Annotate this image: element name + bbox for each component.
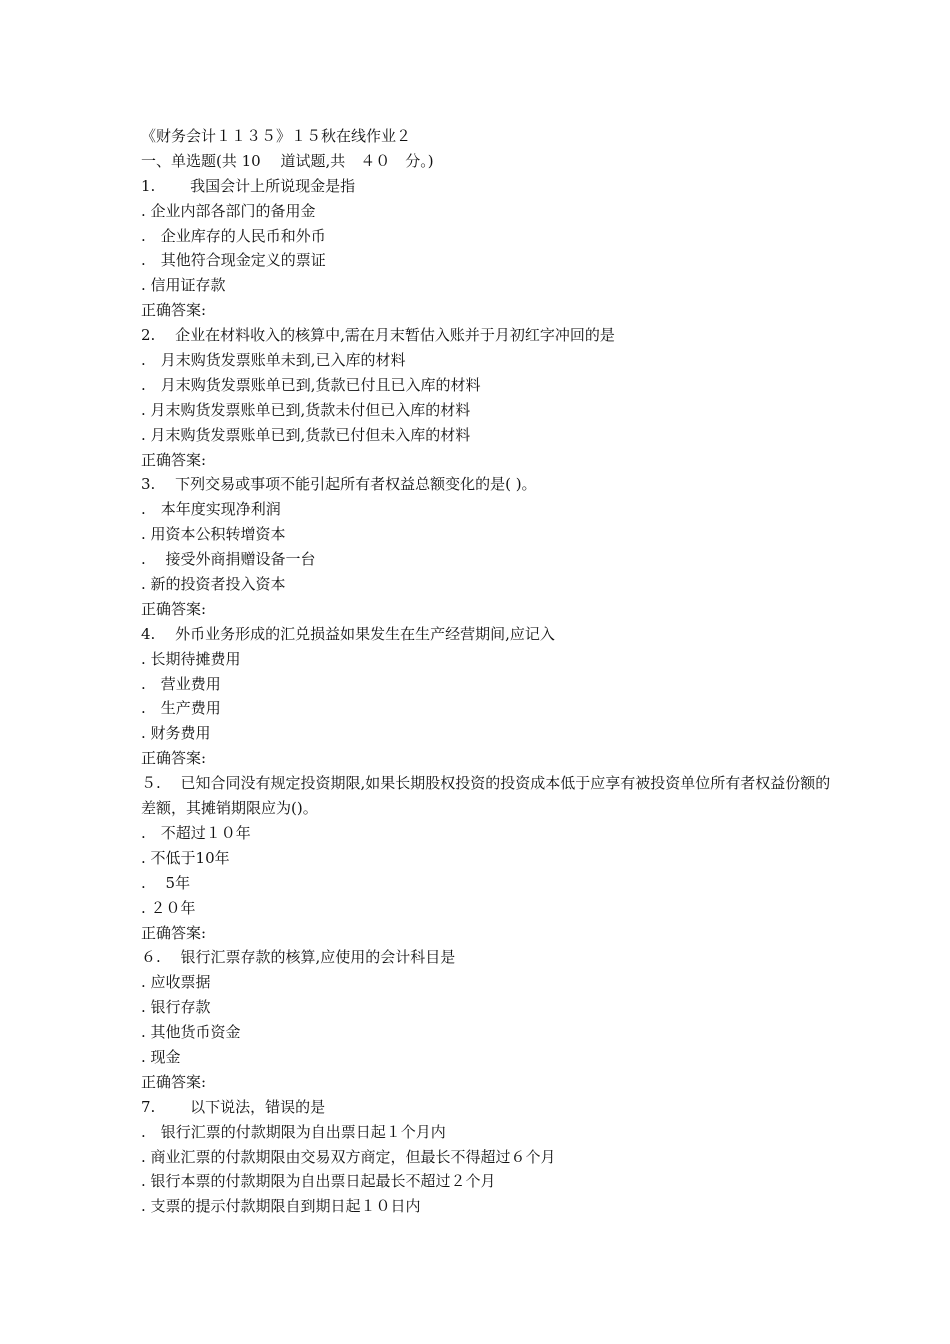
option-d: . 支票的提示付款期限自到期日起１０日内 bbox=[141, 1197, 421, 1216]
answer-label: 正确答案: bbox=[141, 923, 207, 942]
option-c: . 其他货币资金 bbox=[141, 1023, 241, 1042]
section-heading: 一、单选题(共 10 道试题,共 ４０ 分。) bbox=[141, 151, 434, 170]
option-c: . 生产费用 bbox=[141, 699, 221, 718]
option-b: . 商业汇票的付款期限由交易双方商定，但最长不得超过６个月 bbox=[141, 1147, 556, 1166]
option-a: . 长期待摊费用 bbox=[141, 649, 241, 668]
answer-label: 正确答案: bbox=[141, 1072, 207, 1091]
option-c: . 5年 bbox=[141, 873, 191, 892]
question-3 bbox=[141, 472, 831, 621]
option-a: . 不超过１０年 bbox=[141, 823, 251, 842]
answer-label: 正确答案: bbox=[141, 599, 207, 618]
answer-label: 正确答案: bbox=[141, 450, 207, 469]
question-4 bbox=[141, 622, 831, 771]
question-stem: 1. 我国会计上所说现金是指 bbox=[141, 176, 356, 195]
question-stem: 3. 下列交易或事项不能引起所有者权益总额变化的是( )。 bbox=[141, 475, 537, 494]
document-title: 《财务会计１１３５》１５秋在线作业２ bbox=[141, 127, 412, 145]
option-d: . 财务费用 bbox=[141, 724, 211, 743]
option-b: . 用资本公积转增资本 bbox=[141, 525, 286, 544]
option-c: . 其他符合现金定义的票证 bbox=[141, 251, 326, 270]
question-stem: 7. 以下说法，错误的是 bbox=[141, 1097, 326, 1116]
option-c: . 接受外商捐赠设备一台 bbox=[141, 550, 316, 569]
answer-label: 正确答案: bbox=[141, 749, 207, 768]
option-c: . 银行本票的付款期限为自出票日起最长不超过２个月 bbox=[141, 1172, 496, 1191]
option-d: . ２０年 bbox=[141, 898, 196, 917]
question-7 bbox=[141, 1095, 831, 1219]
option-b: . 月末购货发票账单已到,货款已付且已入库的材料 bbox=[141, 375, 481, 394]
option-d: . 信用证存款 bbox=[141, 276, 226, 295]
question-stem: 2. 企业在材料收入的核算中,需在月末暂估入账并于月初红字冲回的是 bbox=[141, 326, 615, 345]
option-b: . 营业费用 bbox=[141, 674, 221, 693]
document-page bbox=[141, 124, 831, 1219]
option-c: . 月末购货发票账单已到,货款未付但已入库的材料 bbox=[141, 400, 471, 419]
question-6 bbox=[141, 945, 831, 1094]
option-b: . 企业库存的人民币和外币 bbox=[141, 226, 326, 245]
question-5 bbox=[141, 771, 831, 945]
option-a: . 应收票据 bbox=[141, 973, 211, 992]
option-d: . 新的投资者投入资本 bbox=[141, 575, 286, 594]
question-1 bbox=[141, 174, 831, 323]
question-2 bbox=[141, 323, 831, 472]
option-a: . 月末购货发票账单未到,已入库的材料 bbox=[141, 351, 406, 370]
option-d: . 现金 bbox=[141, 1047, 181, 1066]
question-stem: ６. 银行汇票存款的核算,应使用的会计科目是 bbox=[141, 948, 456, 967]
question-stem: 4. 外币业务形成的汇兑损益如果发生在生产经营期间,应记入 bbox=[141, 624, 555, 643]
option-b: . 银行存款 bbox=[141, 998, 211, 1017]
option-a: . 本年度实现净利润 bbox=[141, 500, 281, 519]
option-d: . 月末购货发票账单已到,货款已付但未入库的材料 bbox=[141, 425, 471, 444]
option-a: . 银行汇票的付款期限为自出票日起１个月内 bbox=[141, 1122, 446, 1141]
option-a: . 企业内部各部门的备用金 bbox=[141, 201, 316, 220]
answer-label: 正确答案: bbox=[141, 301, 207, 320]
option-b: . 不低于10年 bbox=[141, 848, 230, 867]
question-stem: ５. 已知合同没有规定投资期限,如果长期股权投资的投资成本低于应享有被投资单位所有者权益份额的差额，其摊销期限应为()。 bbox=[141, 774, 831, 818]
